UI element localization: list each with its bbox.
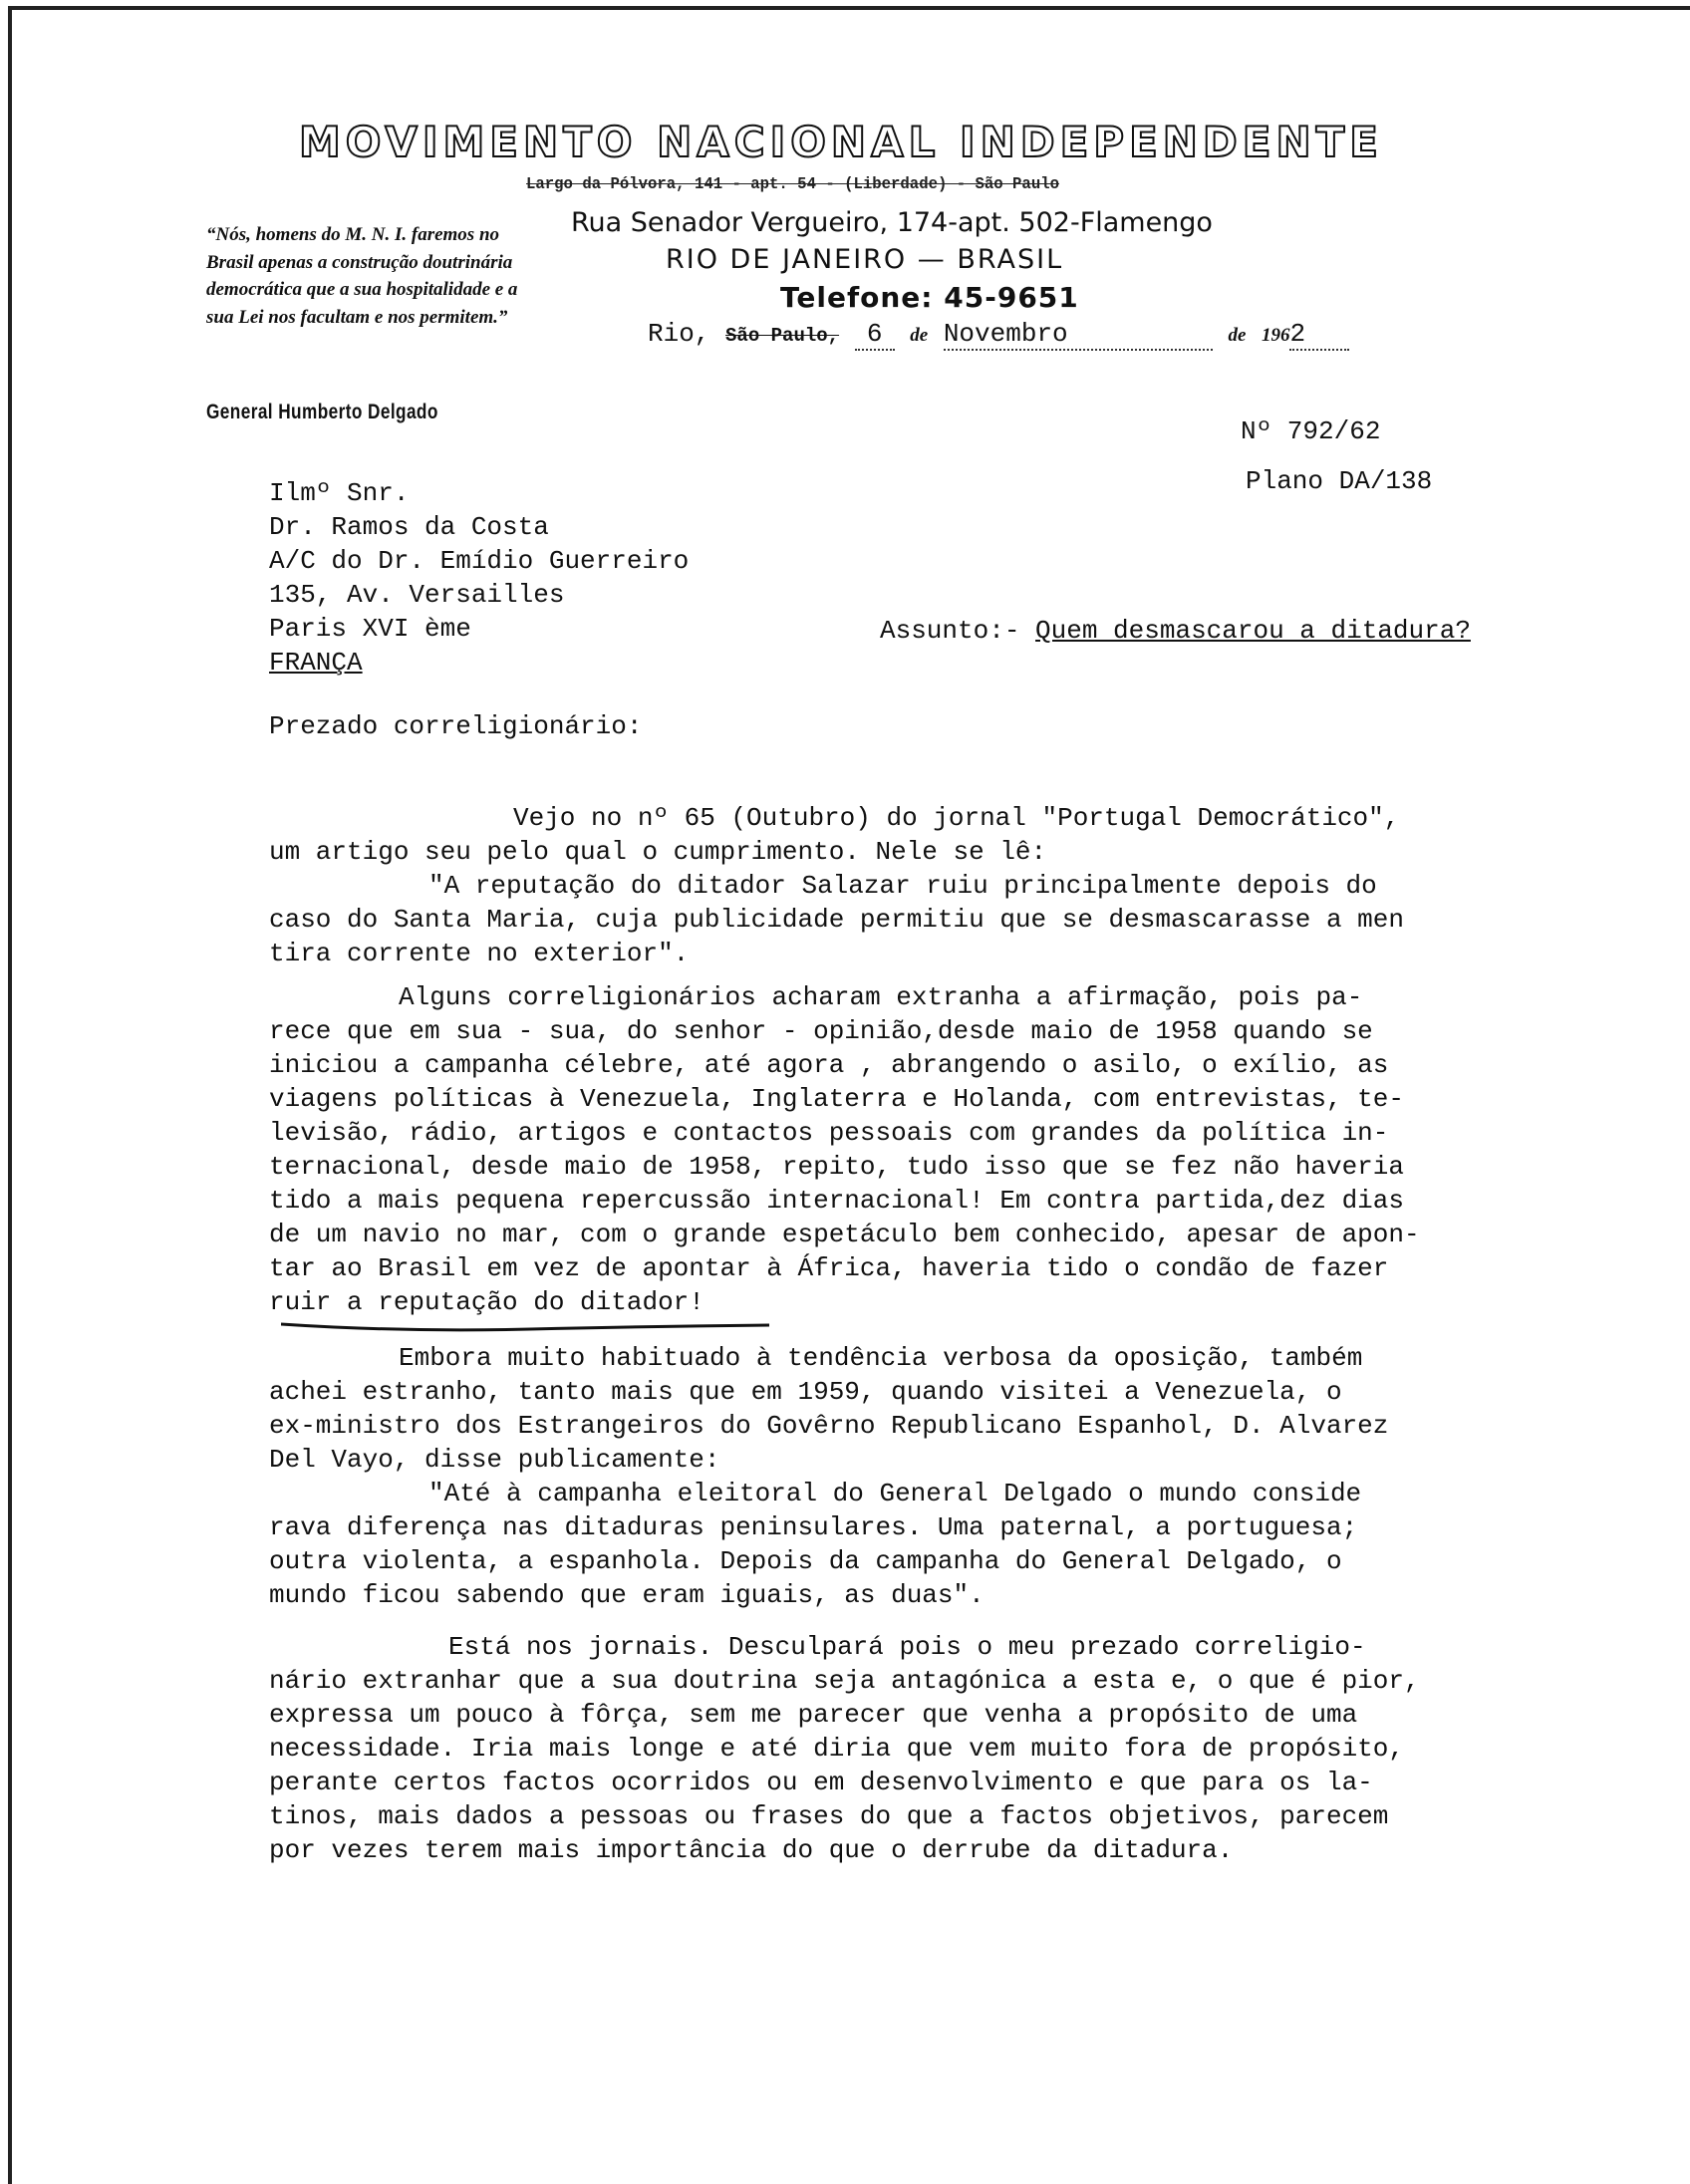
date-year-prefix: 196 [1261, 325, 1290, 346]
letterhead-phone: Telefone: 45-9651 [780, 281, 1079, 314]
recipient-line: A/C do Dr. Emídio Guerreiro [269, 546, 690, 576]
reference-number: Nº 792/62 [1241, 416, 1381, 446]
paragraph-line: por vezes terem mais importância do que o derrube da ditadura. [269, 1835, 1234, 1865]
salutation: Prezado correligionário: [269, 711, 643, 741]
paragraph-line: tinos, mais dados a pessoas ou frases do que a factos objetivos, parecem [269, 1801, 1389, 1831]
paragraph-line: ruir a reputação do ditador! [269, 1287, 704, 1317]
paragraph-line: viagens políticas à Venezuela, Inglaterra e Holanda, com entrevistas, te- [269, 1084, 1404, 1114]
paragraph-line: tira corrente no exterior". [269, 939, 690, 968]
paragraph-line: de um navio no mar, com o grande espetáculo bem conhecido, apesar de apon- [269, 1220, 1420, 1249]
date-de-2: de [1228, 325, 1247, 346]
letterhead-street: Rua Senador Vergueiro, 174-apt. 502-Flamengo [571, 207, 1213, 238]
paragraph-line: mundo ficou sabendo que eram iguais, as duas". [269, 1580, 985, 1610]
recipient-line: Paris XVI ème [269, 614, 471, 644]
paragraph-line: levisão, rádio, artigos e contactos pessoais com grandes da política in- [269, 1118, 1389, 1148]
subject-line [880, 616, 1471, 646]
paragraph-line: Alguns correligionários acharam extranha a afirmação, pois pa- [399, 982, 1363, 1012]
letterhead-quote: “Nós, homens do M. N. I. faremos no Brasil apenas a construção doutrinária democrática que a sua hospitalidade e a sua Lei nos facultam e nos permitem.” [206, 224, 518, 328]
date-month: Novembro [944, 319, 1213, 351]
paragraph-line: tido a mais pequena repercussão internacional! Em contra partida,dez dias [269, 1186, 1404, 1216]
paragraph-line: "A reputação do ditador Salazar ruiu principalmente depois do [428, 871, 1377, 901]
paragraph-line: necessidade. Iria mais longe e até diria que vem muito fora de propósito, [269, 1734, 1404, 1764]
organization-name: MOVIMENTO NACIONAL INDEPENDENTE [299, 118, 1383, 166]
paragraph-4 [269, 1630, 1535, 1867]
recipient-line: 135, Av. Versailles [269, 580, 565, 610]
paragraph-line: rava diferença nas ditaduras peninsulares. Uma paternal, a portuguesa; [269, 1512, 1358, 1542]
subject-label: Assunto:- [880, 616, 1020, 646]
paragraph-line: Está nos jornais. Desculpará pois o meu prezado correligio- [448, 1632, 1366, 1662]
paragraph-line: nário extranhar que a sua doutrina seja antagónica a esta e, o que é pior, [269, 1666, 1420, 1696]
paragraph-3 [269, 1341, 1535, 1612]
paragraph-line: Del Vayo, disse publicamente: [269, 1445, 720, 1475]
date-place: Rio, [648, 319, 710, 349]
handwritten-underline [281, 1320, 769, 1334]
recipient-line: Ilmº Snr. [269, 478, 410, 508]
paragraph-line: "Até à campanha eleitoral do General Delgado o mundo conside [428, 1479, 1362, 1508]
recipient-line: Dr. Ramos da Costa [269, 512, 549, 542]
quote-author: General Humberto Delgado [206, 401, 438, 423]
date-line [648, 319, 1349, 351]
paragraph-line: rece que em sua - sua, do senhor - opinião,desde maio de 1958 quando se [269, 1016, 1373, 1046]
paragraph-line: Embora muito habituado à tendência verbosa da oposição, também [399, 1343, 1363, 1373]
paragraph-line: Vejo no nº 65 (Outubro) do jornal "Portugal Democrático", [513, 803, 1400, 833]
date-year-digit: 2 [1289, 319, 1349, 351]
paragraph-line: outra violenta, a espanhola. Depois da campanha do General Delgado, o [269, 1546, 1342, 1576]
struck-old-address: Largo da Pólvora, 141 - apt. 54 - (Liberdade) - São Paulo [526, 175, 1059, 194]
letterhead-city: RIO DE JANEIRO — BRASIL [666, 244, 1064, 275]
paragraph-line: achei estranho, tanto mais que em 1959, quando visitei a Venezuela, o [269, 1377, 1342, 1407]
recipient-address [269, 476, 689, 680]
paragraph-line: caso do Santa Maria, cuja publicidade permitiu que se desmascarasse a men [269, 905, 1404, 935]
page-border-left [8, 6, 12, 2184]
paragraph-line: perante certos factos ocorridos ou em desenvolvimento e que para os la- [269, 1768, 1373, 1797]
paragraph-line: ternacional, desde maio de 1958, repito, tudo isso que se fez não haveria [269, 1152, 1404, 1182]
date-de-1: de [910, 325, 929, 346]
recipient-country: FRANÇA [269, 648, 363, 678]
paragraph-line: tar ao Brasil em vez de apontar à África, haveria tido o condão de fazer [269, 1253, 1389, 1283]
date-day: 6 [855, 319, 895, 351]
paragraph-2 [269, 980, 1535, 1319]
date-struck-place: São Paulo, [725, 325, 840, 347]
subject-text: Quem desmascarou a ditadura? [1035, 616, 1471, 646]
paragraph-line: iniciou a campanha célebre, até agora , abrangendo o asilo, o exílio, as [269, 1050, 1389, 1080]
paragraph-1 [269, 801, 1535, 970]
paragraph-line: expressa um pouco à fôrça, sem me parecer que venha a propósito de uma [269, 1700, 1358, 1730]
paragraph-line: ex-ministro dos Estrangeiros do Govêrno Republicano Espanhol, D. Alvarez [269, 1411, 1389, 1441]
page-border-top [8, 6, 1690, 10]
reference-plano: Plano DA/138 [1246, 466, 1433, 496]
paragraph-line: um artigo seu pelo qual o cumprimento. Nele se lê: [269, 837, 1047, 867]
